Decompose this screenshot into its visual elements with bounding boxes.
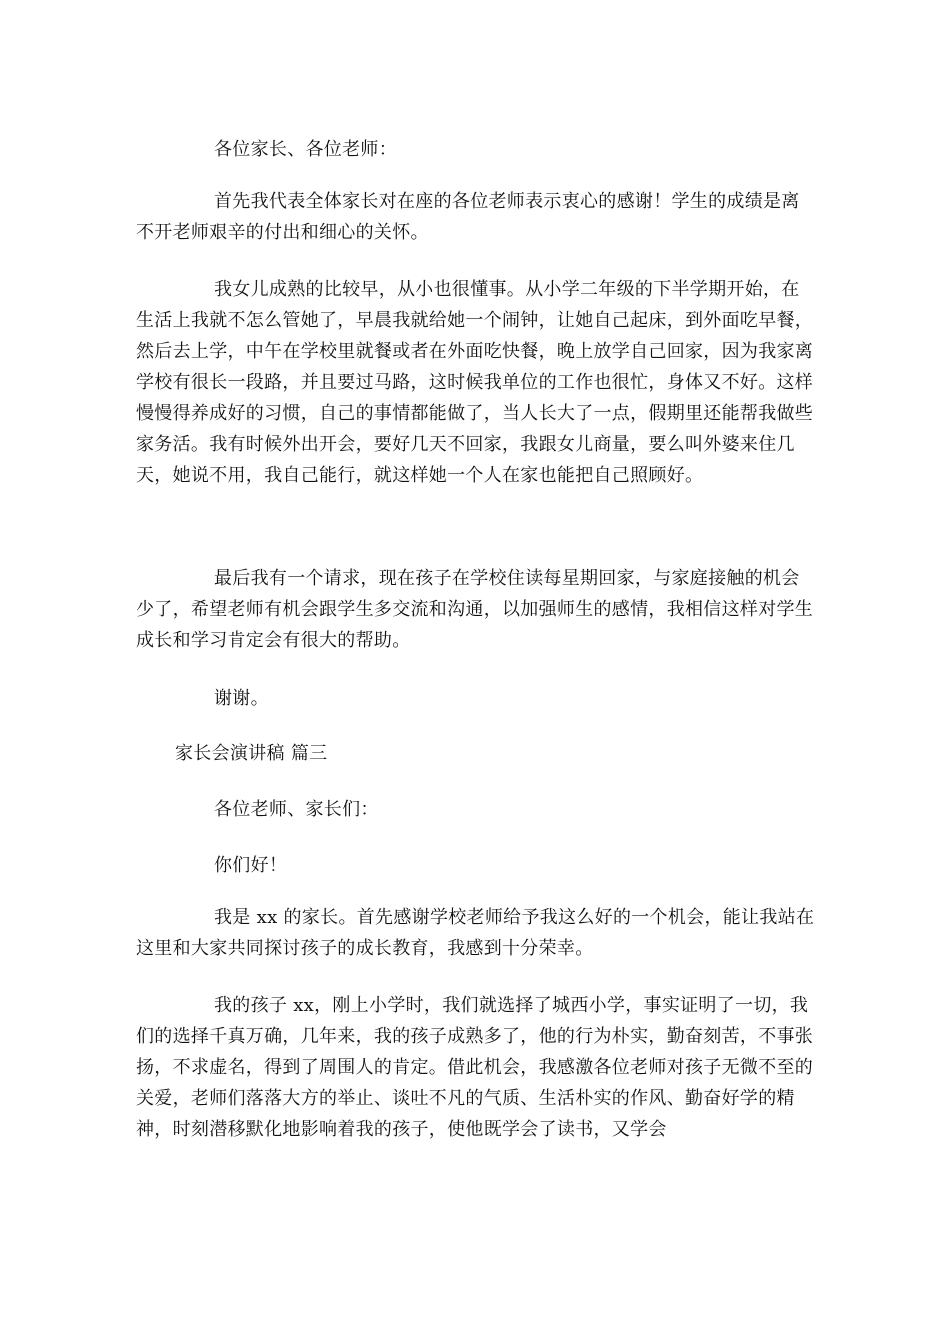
closing-paragraph: 谢谢。 <box>214 688 269 709</box>
intro-paragraph: 我是 xx 的家长。首先感谢学校老师给予我这么好的一个机会，能让我站在这里和大家共同探讨孩子的成长教育，我感到十分荣幸。 <box>136 907 815 959</box>
salutation-paragraph-2: 各位老师、家长们： <box>214 799 379 820</box>
child-paragraph: 我的孩子 xx，刚上小学时，我们就选择了城西小学，事实证明了一切，我们的选择千真万确，几年来，我的孩子成熟多了，他的行为朴实，勤奋刻苦，不事张扬，不求虚名，得到了周围人的肯定。借此机会，我感激各位老师对孩子无微不至的关爱，老师们落落大方的举止、谈吐不凡的气质、生活朴实的作风、勤奋好学的精神，时刻潜移默化地影响着我的孩子，使他既学会了读书，又学会 <box>136 995 814 1140</box>
daughter-paragraph: 我女儿成熟的比较早，从小也很懂事。从小学二年级的下半学期开始，在生活上我就不怎么管她了，早晨我就给她一个闹钟，让她自己起床，到外面吃早餐，然后去上学，中午在学校里就餐或者在外面吃快餐，晚上放学自己回家，因为我家离学校有很长一段路，并且要过马路，这时候我单位的工作也很忙，身体又不好。这样慢慢得养成好的习惯，自己的事情都能做了，当人长大了一点，假期里还能帮我做些家务活。我有时候外出开会，要好几天不回家，我跟女儿商量，要么叫外婆来住几天，她说不用，我自己能行，就这样她一个人在家也能把自己照顾好。 <box>136 279 814 486</box>
request-paragraph: 最后我有一个请求，现在孩子在学校住读每星期回家，与家庭接触的机会少了，希望老师有机会跟学生多交流和沟通，以加强师生的感情，我相信这样对学生成长和学习肯定会有很大的帮助。 <box>136 568 814 651</box>
greeting-paragraph: 你们好！ <box>214 855 288 876</box>
salutation-paragraph: 各位家长、各位老师： <box>214 139 397 160</box>
thanks-paragraph: 首先我代表全体家长对在座的各位老师表示衷心的感谢！学生的成绩是离不开老师艰辛的付出和细心的关怀。 <box>136 191 800 243</box>
section-heading: 家长会演讲稿 篇三 <box>175 743 328 764</box>
